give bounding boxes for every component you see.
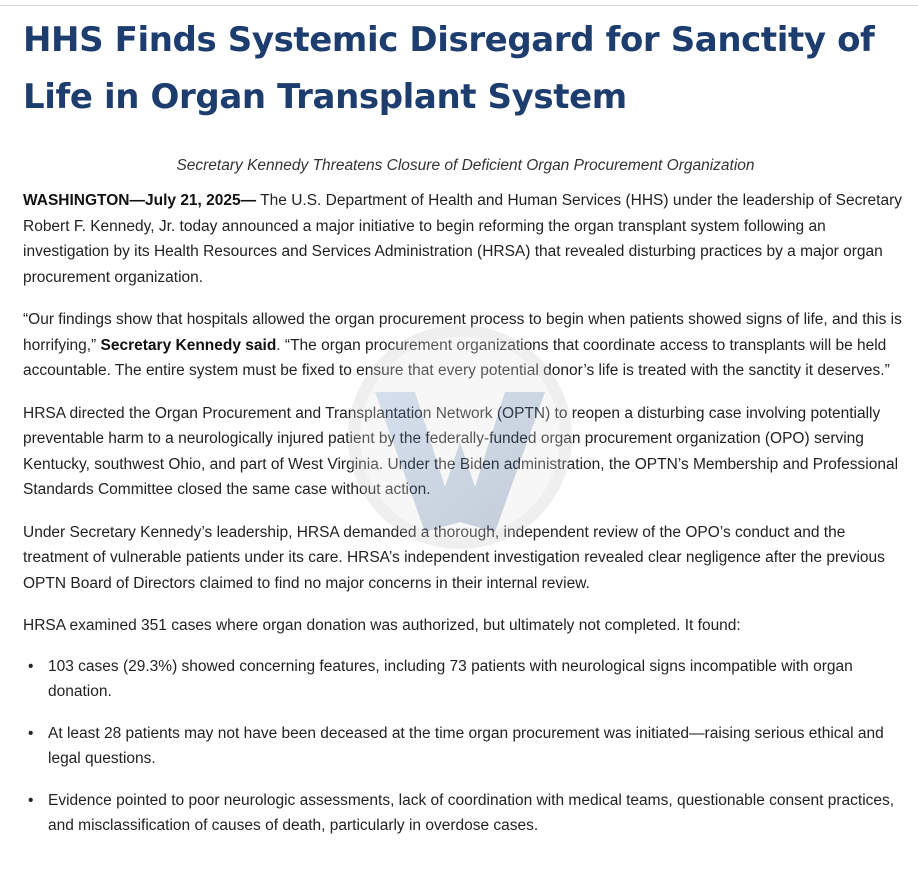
- list-item-text: 103 cases (29.3%) showed concerning features, including 73 patients with neurological signs incompatible with organ donation.: [48, 657, 853, 700]
- bullet: •: [28, 791, 34, 809]
- paragraph-review: Under Secretary Kennedy’s leadership, HRSA demanded a thorough, independent review of the OPO’s conduct and the treatment of vulnerable patients under its care. HRSA’s independent investigation revealed clear negligence after the previous OPTN Board of Directors claimed to find no major concerns in their internal review.: [23, 523, 885, 592]
- list-item-text: Evidence pointed to poor neurologic assessments, lack of coordination with medical teams, questionable consent practices, and misclassification of causes of death, particularly in overdose cases.: [48, 791, 895, 834]
- list-item: [28, 788, 908, 839]
- article-title: HHS Finds Systemic Disregard for Sanctity of Life in Organ Transplant System: [23, 20, 875, 117]
- list-item-text: At least 28 patients may not have been deceased at the time organ procurement was initiated—raising serious ethical and legal questions.: [48, 724, 884, 767]
- quote-part-a: “Our findings show that hospitals allowed the organ procurement process to begin when patients showed signs of life, and this is horrifying,”: [23, 311, 902, 354]
- findings-list: [23, 654, 908, 839]
- quote-speaker: Secretary Kennedy said: [100, 336, 277, 354]
- paragraph-optn-case: HRSA directed the Organ Procurement and Transplantation Network (OPTN) to reopen a disturbing case involving potentially preventable harm to a neurologically injured patient by the federally-funded organ procurement organization (OPO) serving Kentucky, southwest Ohio, and part of West Virginia. Under the Biden administration, the OPTN’s Membership and Professional Standards Committee closed the same case without action.: [23, 404, 899, 498]
- paragraph-findings-intro: HRSA examined 351 cases where organ donation was authorized, but ultimately not completed. It found:: [23, 617, 741, 634]
- page-top-divider: [0, 5, 918, 6]
- paragraph-intro: [23, 188, 908, 290]
- list-item: [28, 654, 908, 705]
- quote-part-b: . “The organ procurement organizations that coordinate access to transplants will be held accountable. The entire system must be fixed to ensure that every potential donor’s life is treated with the sanctity it deserves.”: [23, 336, 890, 379]
- article-subtitle: Secretary Kennedy Threatens Closure of Deficient Organ Procurement Organization: [176, 157, 755, 174]
- dateline: WASHINGTON—July 21, 2025—: [23, 192, 257, 209]
- bullet: •: [28, 657, 34, 675]
- paragraph-quote: [23, 307, 908, 384]
- bullet: •: [28, 724, 34, 742]
- intro-text: The U.S. Department of Health and Human Services (HHS) under the leadership of Secretary Robert F. Kennedy, Jr. today announced a major initiative to begin reforming the organ transplant system following an investigation by its Health Resources and Services Administration (HRSA) that revealed disturbing practices by a major organ procurement organization.: [23, 192, 903, 286]
- article: [23, 12, 908, 855]
- list-item: [28, 721, 908, 772]
